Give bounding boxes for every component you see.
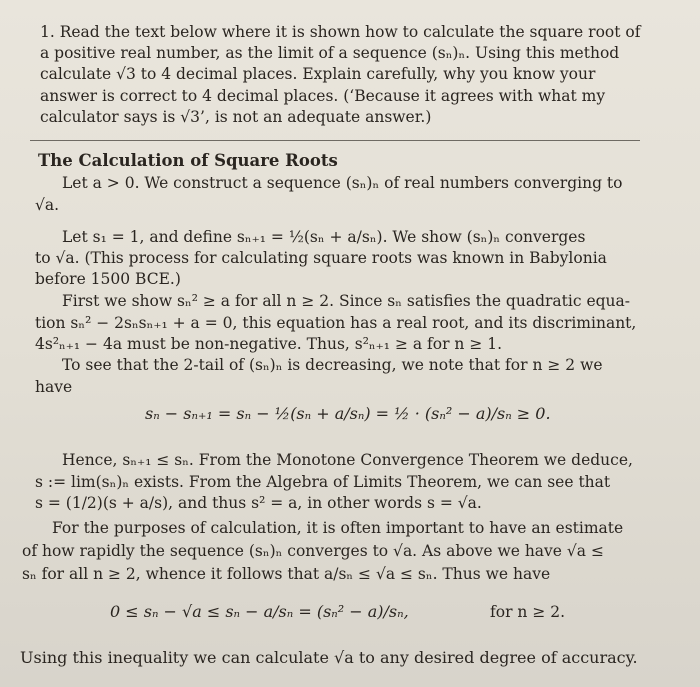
problem-line-5: calculator says is √3’, is not an adequate answer.) bbox=[40, 108, 432, 126]
equation-estimate-condition: for n ≥ 2. bbox=[490, 603, 566, 621]
para-line-16: sₙ for all n ≥ 2, whence it follows that a/sₙ ≤ √a ≤ sₙ. Thus we have bbox=[22, 565, 551, 583]
problem-line-1: 1. Read the text below where it is shown how to calculate the square root of bbox=[40, 23, 641, 41]
problem-line-2: a positive real number, as the limit of a sequence (sₙ)ₙ. Using this method bbox=[40, 44, 620, 62]
section-title: The Calculation of Square Roots bbox=[38, 151, 338, 170]
para-line-3: Let s₁ = 1, and define sₙ₊₁ = ½(sₙ + a/sₙ). We show (sₙ)ₙ converges bbox=[62, 228, 586, 246]
para-line-15: of how rapidly the sequence (sₙ)ₙ converges to √a. As above we have √a ≤ bbox=[22, 542, 604, 560]
problem-line-4: answer is correct to 4 decimal places. (‘Because it agrees with what my bbox=[40, 87, 606, 105]
para-line-1: Let a > 0. We construct a sequence (sₙ)ₙ of real numbers converging to bbox=[62, 174, 623, 192]
problem-line-3: calculate √3 to 4 decimal places. Explain carefully, why you know your bbox=[40, 65, 596, 83]
para-line-9: To see that the 2-tail of (sₙ)ₙ is decreasing, we note that for n ≥ 2 we bbox=[62, 356, 603, 374]
para-line-14: For the purposes of calculation, it is often important to have an estimate bbox=[52, 519, 624, 537]
para-line-7: tion sₙ² − 2sₙsₙ₊₁ + a = 0, this equation has a real root, and its discriminant, bbox=[35, 314, 637, 332]
para-line-5: before 1500 BCE.) bbox=[35, 270, 181, 288]
para-line-10: have bbox=[35, 378, 73, 396]
para-line-13: s = (1/2)(s + a/s), and thus s² = a, in other words s = √a. bbox=[35, 494, 482, 512]
para-line-17: Using this inequality we can calculate √a to any desired degree of accuracy. bbox=[20, 648, 638, 667]
equation-decreasing: sₙ − sₙ₊₁ = sₙ − ½(sₙ + a/sₙ) = ½ · (sₙ² − a)/sₙ ≥ 0. bbox=[145, 404, 551, 423]
equation-estimate: 0 ≤ sₙ − √a ≤ sₙ − a/sₙ = (sₙ² − a)/sₙ, bbox=[110, 602, 409, 621]
section-divider bbox=[30, 140, 640, 141]
para-line-11: Hence, sₙ₊₁ ≤ sₙ. From the Monotone Convergence Theorem we deduce, bbox=[62, 451, 633, 469]
para-line-2: √a. bbox=[35, 196, 60, 214]
para-line-4: to √a. (This process for calculating square roots was known in Babylonia bbox=[35, 249, 607, 267]
para-line-6: First we show sₙ² ≥ a for all n ≥ 2. Since sₙ satisfies the quadratic equa- bbox=[62, 292, 631, 310]
para-line-12: s := lim(sₙ)ₙ exists. From the Algebra of Limits Theorem, we can see that bbox=[35, 473, 611, 491]
para-line-8: 4s²ₙ₊₁ − 4a must be non-negative. Thus, s²ₙ₊₁ ≥ a for n ≥ 1. bbox=[35, 335, 503, 353]
